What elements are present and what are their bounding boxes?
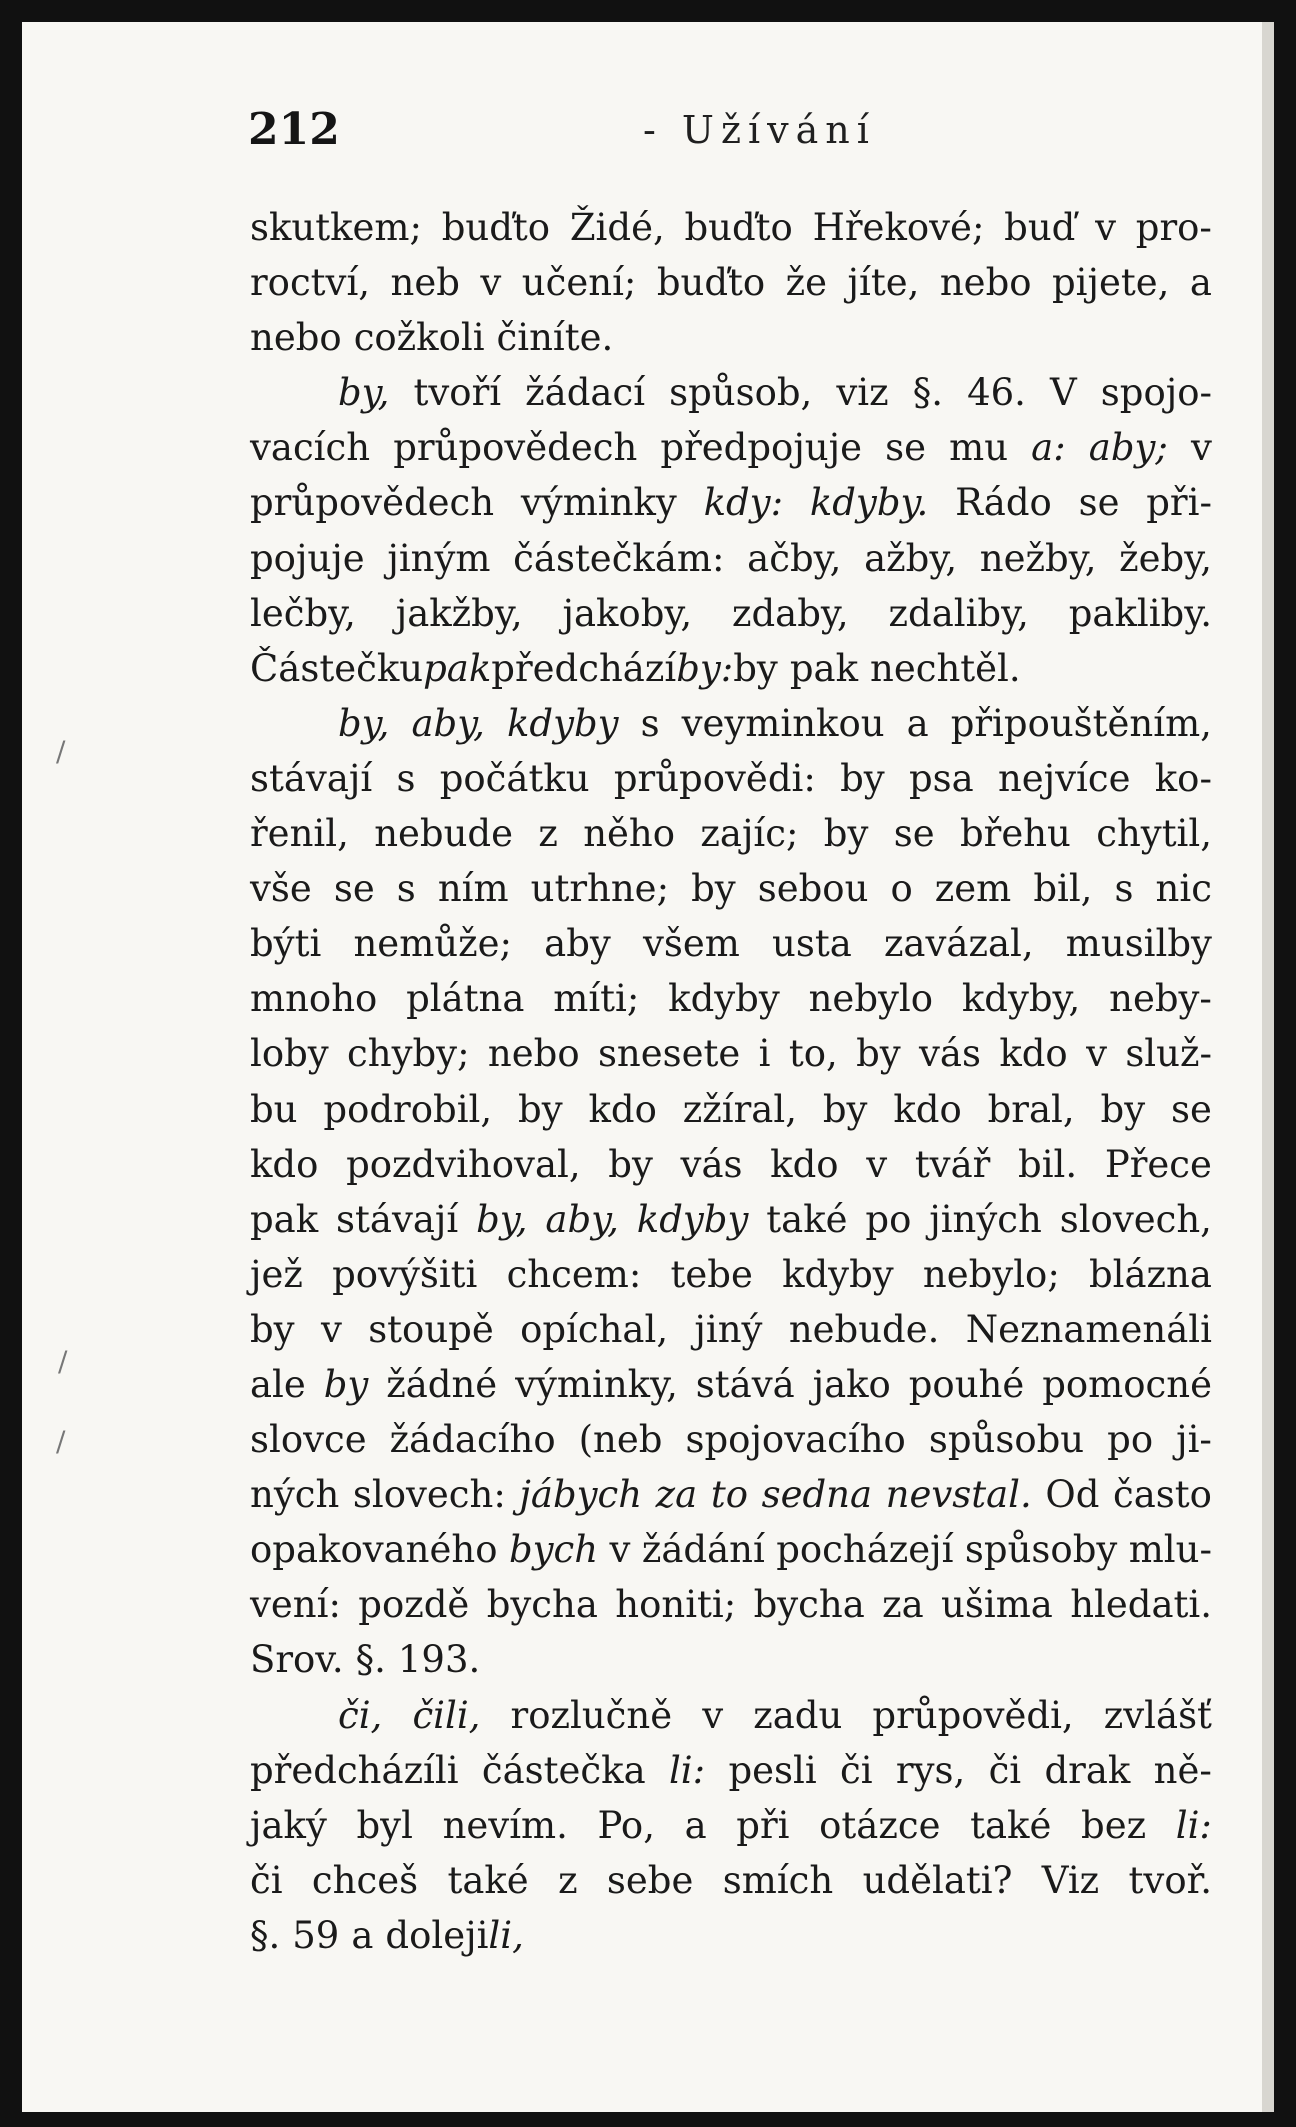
word: nebylo;: [922, 1252, 1060, 1296]
text-line: [250, 1247, 1212, 1302]
word: buď: [1004, 206, 1076, 249]
word: Hřekové;: [812, 206, 985, 249]
text-line: [250, 1688, 1212, 1743]
text-line: [250, 1357, 1212, 1412]
word: by: [518, 1087, 563, 1131]
word: by,: [476, 1197, 528, 1241]
word: při: [736, 1803, 790, 1847]
word: ko-: [1154, 756, 1212, 800]
word: či: [988, 1748, 1022, 1792]
word: pesli: [728, 1748, 817, 1792]
word: kdyby: [668, 977, 780, 1021]
word: drak: [1044, 1748, 1131, 1792]
word: zavázal,: [883, 922, 1034, 966]
word: služ-: [1125, 1032, 1212, 1076]
word: musilby: [1065, 922, 1212, 966]
text-line: [250, 1632, 1212, 1687]
word: honiti;: [615, 1583, 737, 1627]
word: aby;: [1088, 426, 1168, 470]
word: bych: [508, 1528, 599, 1572]
word: utrhne;: [530, 867, 670, 911]
text-line: [250, 916, 1212, 971]
text-line: [250, 365, 1212, 420]
word: skutkem;: [250, 206, 422, 249]
text-line: [250, 1577, 1212, 1632]
text-line: [250, 1192, 1212, 1247]
word: plátna: [406, 977, 525, 1021]
page-header: [248, 104, 1208, 174]
text-line: [250, 420, 1212, 475]
word: by: [691, 867, 736, 911]
word: s: [640, 701, 660, 745]
word: pak: [789, 646, 859, 690]
text-line: [250, 1743, 1212, 1798]
word: by:: [676, 646, 734, 690]
word: kdo: [999, 1032, 1068, 1076]
body-text: [250, 200, 1212, 1963]
word: učení;: [521, 261, 637, 305]
word: zdaby,: [731, 591, 849, 635]
word: roctví,: [250, 261, 371, 305]
word: smích: [722, 1858, 834, 1902]
word: mlu-: [1128, 1528, 1212, 1572]
word: kdyby: [506, 701, 619, 745]
word: kdyby: [782, 1252, 894, 1296]
word: při-: [1146, 481, 1212, 525]
word: kdo: [250, 1142, 319, 1186]
word: Přece: [1104, 1142, 1212, 1186]
text-line: [250, 1082, 1212, 1137]
word: ně-: [1153, 1748, 1212, 1792]
text-line: [250, 1798, 1212, 1853]
word: v: [1191, 426, 1212, 470]
word: mnoho: [250, 977, 378, 1021]
word: spojovacího: [685, 1418, 906, 1462]
word: předpojuje: [660, 426, 862, 470]
word: pakliby.: [1068, 591, 1212, 635]
word: z: [558, 1858, 578, 1902]
word: nebylo: [808, 977, 934, 1021]
word: loby: [250, 1032, 329, 1076]
word: rys,: [895, 1748, 966, 1792]
word: ažby,: [864, 536, 958, 580]
word: v: [866, 1142, 888, 1186]
word: býti: [250, 922, 322, 966]
text-line: [250, 806, 1212, 861]
word: ušima: [941, 1583, 1053, 1627]
word: v: [320, 1307, 342, 1351]
word: míti;: [553, 977, 640, 1021]
word: spůsobu: [928, 1418, 1085, 1462]
word: lečby,: [250, 591, 356, 635]
text-line: [250, 751, 1212, 806]
word: pomocné: [1042, 1362, 1212, 1406]
word: nebo: [487, 1032, 580, 1076]
word: v: [1086, 1032, 1107, 1076]
word: kdo: [893, 1087, 962, 1131]
word: li,: [488, 1913, 524, 1957]
word: bil.: [1018, 1142, 1078, 1186]
word: také: [970, 1803, 1052, 1847]
text-line: [250, 1412, 1212, 1467]
word: něho: [583, 812, 676, 856]
word: jakžby,: [395, 591, 523, 635]
word: jíte,: [847, 261, 920, 305]
word: čili,: [412, 1693, 481, 1737]
text-line: [250, 1522, 1212, 1577]
word: stávají: [250, 756, 373, 800]
word: pak: [423, 646, 492, 690]
word: cožkoli: [353, 316, 485, 360]
word: vacích: [250, 426, 371, 470]
word: tebe: [670, 1252, 753, 1296]
text-line: [250, 1908, 1212, 1963]
word: zajíc;: [700, 812, 799, 856]
word: stoupě: [368, 1307, 494, 1351]
word: jiným: [387, 536, 491, 580]
word: povýšiti: [332, 1252, 478, 1296]
word: slovce: [250, 1418, 367, 1462]
word: viz: [836, 371, 889, 415]
word: Neznamenáli: [965, 1307, 1212, 1351]
word: by: [822, 1087, 868, 1131]
word: i: [758, 1032, 771, 1076]
word: pijete,: [1052, 261, 1170, 305]
word: činíte.: [496, 316, 614, 360]
word: se: [1171, 1087, 1212, 1131]
word: ním: [437, 867, 509, 911]
word: §.: [912, 371, 943, 415]
word: nebo: [250, 316, 342, 360]
word: ale: [250, 1362, 306, 1406]
running-head: - Užívání: [643, 108, 876, 152]
word: s: [396, 867, 416, 911]
word: opíchal,: [520, 1307, 669, 1351]
margin-mark: /: [56, 1425, 66, 1458]
text-line: [250, 1853, 1212, 1908]
word: v: [480, 261, 502, 305]
word: slovech,: [1059, 1197, 1212, 1241]
word: Od: [1045, 1473, 1100, 1517]
word: zdaliby,: [888, 591, 1029, 635]
word: pojuje: [250, 536, 365, 580]
text-line: [250, 310, 1212, 365]
word: V: [1049, 371, 1077, 415]
text-line: [250, 531, 1212, 586]
word: pak: [250, 1197, 319, 1241]
word: chyby;: [347, 1032, 470, 1076]
word: a: [1189, 261, 1212, 305]
word: by,: [338, 701, 390, 745]
word: žádné: [386, 1362, 498, 1406]
word: nebude.: [788, 1307, 940, 1351]
word: §.: [250, 1913, 281, 1957]
word: v: [1095, 206, 1117, 249]
word: Rádo: [955, 481, 1052, 525]
page-number: 212: [248, 104, 340, 155]
word: nejvíce: [997, 756, 1131, 800]
word: otázce: [819, 1803, 941, 1847]
word: vše: [250, 867, 312, 911]
word: řenil,: [250, 812, 349, 856]
word: bral,: [987, 1087, 1075, 1131]
word: ji-: [1176, 1418, 1212, 1462]
word: a: [684, 1803, 707, 1847]
text-line: [250, 1302, 1212, 1357]
word: Po,: [597, 1803, 655, 1847]
word: Židé,: [569, 206, 665, 249]
word: spůsoby: [964, 1528, 1118, 1572]
margin-mark: /: [58, 1345, 68, 1378]
text-line: [250, 475, 1212, 530]
word: za: [882, 1583, 924, 1627]
word: průpovědech: [393, 426, 638, 470]
word: po: [865, 1197, 912, 1241]
word: aby,: [545, 1197, 619, 1241]
word: žeby,: [1119, 536, 1212, 580]
word: sebou: [757, 867, 869, 911]
word: bez: [1081, 1803, 1147, 1847]
word: nevím.: [442, 1803, 568, 1847]
word: spůsob,: [669, 371, 813, 415]
word: podrobil,: [323, 1087, 493, 1131]
word: pozdě: [358, 1583, 470, 1627]
word: kdyby,: [961, 977, 1081, 1021]
word: s: [1114, 867, 1134, 911]
word: pro-: [1135, 206, 1212, 249]
word: by: [856, 1032, 901, 1076]
word: průpovědi:: [613, 756, 816, 800]
text-line: [250, 1467, 1212, 1522]
word: sedna: [761, 1473, 873, 1517]
word: kdyby.: [809, 481, 929, 525]
word: po: [1107, 1418, 1154, 1462]
word: jež: [250, 1252, 303, 1296]
word: li:: [1175, 1803, 1212, 1847]
word: průpovědi,: [872, 1693, 1074, 1737]
margin-mark: /: [56, 735, 66, 768]
word: buďto: [441, 206, 551, 249]
word: kdy:: [703, 481, 784, 525]
word: psa: [908, 756, 974, 800]
word: 59: [292, 1913, 340, 1957]
text-line: [250, 1026, 1212, 1081]
word: nechtěl.: [870, 646, 1021, 690]
word: sebe: [606, 1858, 694, 1902]
word: předchází: [491, 646, 677, 690]
word: tvář: [914, 1142, 991, 1186]
word: se: [885, 426, 926, 470]
word: či,: [338, 1693, 383, 1737]
word: spojo-: [1100, 371, 1212, 415]
word: by: [323, 1362, 369, 1406]
word: blázna: [1088, 1252, 1212, 1296]
word: mu: [949, 426, 1009, 470]
word: ačby,: [747, 536, 842, 580]
text-line: [250, 586, 1212, 641]
word: Srov.: [250, 1638, 344, 1682]
word: to: [710, 1473, 748, 1517]
word: neby-: [1109, 977, 1212, 1021]
word: kdo: [770, 1142, 839, 1186]
word: chcem:: [506, 1252, 642, 1296]
word: zadu: [753, 1693, 843, 1737]
word: jaký: [250, 1803, 327, 1847]
word: aby,: [411, 701, 485, 745]
word: či: [250, 1858, 283, 1902]
word: žádacího: [389, 1418, 556, 1462]
word: slovech:: [352, 1473, 506, 1517]
word: břehu: [959, 812, 1071, 856]
word: připouštěním,: [950, 701, 1212, 745]
word: jakoby,: [562, 591, 693, 635]
word: že: [785, 261, 828, 305]
word: bu: [250, 1087, 298, 1131]
word: se: [893, 812, 935, 856]
word: by: [250, 1307, 295, 1351]
word: Částečku: [250, 646, 424, 690]
word: veyminkou: [681, 701, 885, 745]
word: a: [351, 1913, 374, 1957]
word: zžíral,: [682, 1087, 797, 1131]
word: by: [1100, 1087, 1146, 1131]
word: a: [906, 701, 929, 745]
word: li:: [668, 1748, 706, 1792]
word: kdyby: [636, 1197, 749, 1241]
word: vás: [919, 1032, 981, 1076]
word: a:: [1031, 426, 1066, 470]
word: bycha: [486, 1583, 598, 1627]
word: se: [333, 867, 375, 911]
word: nebo: [939, 261, 1032, 305]
word: by: [823, 812, 869, 856]
word: průpovědech: [250, 481, 495, 525]
word: by: [733, 646, 778, 690]
word: usta: [772, 922, 852, 966]
word: v: [702, 1693, 724, 1737]
word: jiný: [694, 1307, 763, 1351]
word: buďto: [656, 261, 766, 305]
word: by: [840, 756, 885, 800]
word: jako: [812, 1362, 891, 1406]
word: zem: [934, 867, 1012, 911]
word: v: [609, 1528, 631, 1572]
word: o: [890, 867, 913, 911]
word: z: [538, 812, 558, 856]
text-line: [250, 861, 1212, 916]
word: či: [840, 1748, 873, 1792]
text-line: [250, 255, 1212, 310]
word: všem: [642, 922, 740, 966]
text-line: [250, 696, 1212, 751]
word: výminky,: [515, 1362, 678, 1406]
word: byl: [356, 1803, 413, 1847]
word: 46.: [967, 371, 1026, 415]
word: nic: [1155, 867, 1212, 911]
word: by,: [338, 371, 390, 415]
text-line: [250, 971, 1212, 1026]
word: Viz: [1041, 1858, 1100, 1902]
word: udělati?: [862, 1858, 1013, 1902]
word: nebude: [374, 812, 514, 856]
word: pouhé: [908, 1362, 1025, 1406]
word: doleji: [385, 1913, 489, 1957]
word: vás: [680, 1142, 743, 1186]
word: kdo: [588, 1087, 657, 1131]
word: částečka: [481, 1748, 646, 1792]
word: žádací: [525, 371, 646, 415]
word: pozdvihoval,: [346, 1142, 581, 1186]
word: hledati.: [1070, 1583, 1212, 1627]
word: nevstal.: [885, 1473, 1032, 1517]
word: tvoří: [413, 371, 502, 415]
text-line: [250, 641, 1212, 696]
word: nemůže;: [353, 922, 512, 966]
word: stává: [695, 1362, 795, 1406]
word: to,: [788, 1032, 838, 1076]
word: předcházíli: [250, 1748, 459, 1792]
word: aby: [544, 922, 611, 966]
word: ných: [250, 1473, 340, 1517]
word: výminky: [520, 481, 677, 525]
word: pocházejí: [776, 1528, 954, 1572]
word: s: [396, 756, 416, 800]
word: opakovaného: [250, 1528, 498, 1572]
word: žádání: [641, 1528, 765, 1572]
word: jiných: [929, 1197, 1042, 1241]
word: také: [766, 1197, 848, 1241]
word: neb: [390, 261, 460, 305]
word: tvoř.: [1128, 1858, 1212, 1902]
word: chytil,: [1096, 812, 1212, 856]
word: stávají: [336, 1197, 459, 1241]
word: bycha: [753, 1583, 865, 1627]
text-line: [250, 200, 1212, 255]
word: by: [608, 1142, 653, 1186]
word: bil,: [1033, 867, 1093, 911]
text-line: [250, 1137, 1212, 1192]
word: snesete: [597, 1032, 741, 1076]
word: vení:: [250, 1583, 341, 1627]
word: (neb: [578, 1418, 663, 1462]
word: §.: [355, 1638, 386, 1682]
word: rozlučně: [510, 1693, 673, 1737]
word: 193.: [397, 1638, 481, 1682]
word: jábych: [519, 1473, 643, 1517]
word: často: [1113, 1473, 1212, 1517]
word: se: [1078, 481, 1120, 525]
word: také: [447, 1858, 529, 1902]
word: částečkám:: [513, 536, 725, 580]
word: nežby,: [979, 536, 1097, 580]
page-edge: [1262, 22, 1274, 2112]
word: počátku: [439, 756, 590, 800]
word: buďto: [684, 206, 793, 249]
word: chceš: [311, 1858, 419, 1902]
word: zvlášť: [1103, 1693, 1212, 1737]
word: za: [655, 1473, 698, 1517]
